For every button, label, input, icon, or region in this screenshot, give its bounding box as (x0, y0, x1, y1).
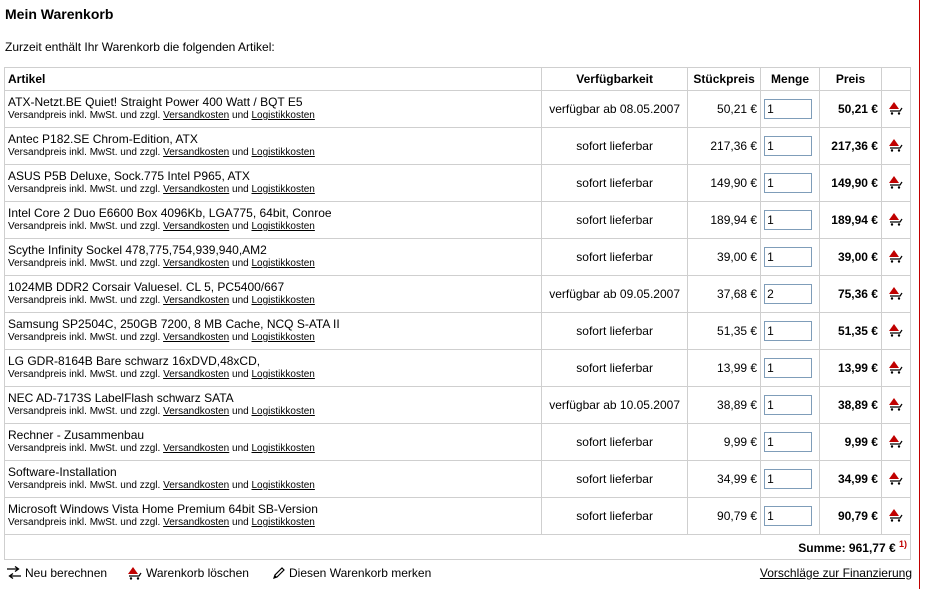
shipping-costs-link[interactable]: Versandkosten (163, 406, 230, 417)
note-and: und (229, 443, 252, 454)
logistics-costs-link[interactable]: Logistikkosten (251, 406, 315, 417)
availability: sofort lieferbar (542, 239, 688, 276)
unit-price: 9,99 € (688, 424, 761, 461)
clear-cart-icon (127, 566, 143, 580)
shipping-costs-link[interactable]: Versandkosten (163, 258, 230, 269)
product-name[interactable]: Microsoft Windows Vista Home Premium 64bit SB-Version (8, 502, 318, 516)
header-unit-price: Stückpreis (688, 68, 761, 91)
availability: sofort lieferbar (542, 498, 688, 535)
recalculate-icon (6, 566, 22, 580)
shipping-costs-link[interactable]: Versandkosten (163, 110, 230, 121)
shipping-note (8, 368, 538, 382)
header-price: Preis (820, 68, 882, 91)
availability: sofort lieferbar (542, 313, 688, 350)
header-article: Artikel (5, 68, 542, 91)
remove-item-button[interactable] (881, 165, 910, 202)
header-actions (881, 68, 910, 91)
shipping-costs-link[interactable]: Versandkosten (163, 147, 230, 158)
quantity-input[interactable] (764, 321, 812, 341)
article-cell (5, 128, 542, 165)
article-cell (5, 202, 542, 239)
quantity-input[interactable] (764, 432, 812, 452)
unit-price: 149,90 € (688, 165, 761, 202)
line-total: 38,89 € (820, 387, 882, 424)
product-name[interactable]: Samsung SP2504C, 250GB 7200, 8 MB Cache, NCQ S-ATA II (8, 317, 340, 331)
remove-item-button[interactable] (881, 239, 910, 276)
quantity-input[interactable] (764, 210, 812, 230)
availability: sofort lieferbar (542, 202, 688, 239)
remove-item-button[interactable] (881, 91, 910, 128)
product-name[interactable]: ATX-Netzt.BE Quiet! Straight Power 400 Watt / BQT E5 (8, 95, 303, 109)
shipping-note (8, 331, 538, 345)
product-name[interactable]: Intel Core 2 Duo E6600 Box 4096Kb, LGA775, 64bit, Conroe (8, 206, 332, 220)
shipping-note (8, 257, 538, 271)
shipping-costs-link[interactable]: Versandkosten (163, 517, 230, 528)
quantity-cell (761, 424, 820, 461)
line-total: 75,36 € (820, 276, 882, 313)
save-cart-label: Diesen Warenkorb merken (289, 566, 432, 580)
shipping-note (8, 516, 538, 530)
article-cell (5, 461, 542, 498)
table-row (5, 461, 911, 498)
line-total: 149,90 € (820, 165, 882, 202)
quantity-input[interactable] (764, 395, 812, 415)
quantity-cell (761, 461, 820, 498)
note-and: und (229, 147, 252, 158)
remove-from-cart-icon (888, 252, 904, 266)
shipping-costs-link[interactable]: Versandkosten (163, 369, 230, 380)
unit-price: 189,94 € (688, 202, 761, 239)
shipping-note (8, 146, 538, 160)
note-prefix: Versandpreis inkl. MwSt. und zzgl. (8, 369, 164, 380)
note-and: und (229, 332, 252, 343)
save-cart-button[interactable] (272, 566, 431, 580)
product-name[interactable]: ASUS P5B Deluxe, Sock.775 Intel P965, ATX (8, 169, 250, 183)
availability: verfügbar ab 09.05.2007 (542, 276, 688, 313)
quantity-cell (761, 128, 820, 165)
quantity-input[interactable] (764, 173, 812, 193)
article-cell (5, 91, 542, 128)
remove-from-cart-icon (888, 326, 904, 340)
line-total: 50,21 € (820, 91, 882, 128)
note-prefix: Versandpreis inkl. MwSt. und zzgl. (8, 110, 164, 121)
logistics-costs-link[interactable]: Logistikkosten (251, 221, 315, 232)
shipping-costs-link[interactable]: Versandkosten (163, 480, 230, 491)
recalculate-label: Neu berechnen (25, 566, 108, 580)
note-prefix: Versandpreis inkl. MwSt. und zzgl. (8, 258, 164, 269)
sum-footnote-marker[interactable]: 1) (898, 539, 907, 549)
remove-item-button[interactable] (881, 350, 910, 387)
quantity-cell (761, 498, 820, 535)
unit-price: 90,79 € (688, 498, 761, 535)
note-and: und (229, 406, 252, 417)
availability: sofort lieferbar (542, 424, 688, 461)
page-right-border (919, 0, 920, 589)
product-name[interactable]: 1024MB DDR2 Corsair Valuesel. CL 5, PC5400/667 (8, 280, 285, 294)
note-and: und (229, 295, 252, 306)
note-and: und (229, 369, 252, 380)
availability: verfügbar ab 10.05.2007 (542, 387, 688, 424)
product-name[interactable]: Software-Installation (8, 465, 117, 479)
logistics-costs-link[interactable]: Logistikkosten (251, 147, 315, 158)
quantity-cell (761, 387, 820, 424)
table-row (5, 91, 911, 128)
shipping-note (8, 442, 538, 456)
remove-from-cart-icon (888, 104, 904, 118)
shipping-note (8, 220, 538, 234)
note-and: und (229, 110, 252, 121)
remove-item-button[interactable] (881, 202, 910, 239)
unit-price: 50,21 € (688, 91, 761, 128)
shipping-note (8, 294, 538, 308)
remove-from-cart-icon (888, 141, 904, 155)
table-row (5, 239, 911, 276)
table-row (5, 424, 911, 461)
recalculate-button[interactable] (6, 566, 107, 580)
pencil-icon (272, 566, 286, 580)
shipping-costs-link[interactable]: Versandkosten (163, 332, 230, 343)
logistics-costs-link[interactable]: Logistikkosten (251, 517, 315, 528)
remove-item-button[interactable] (881, 498, 910, 535)
sum-cell (5, 535, 911, 560)
logistics-costs-link[interactable]: Logistikkosten (251, 110, 315, 121)
note-and: und (229, 221, 252, 232)
table-row (5, 165, 911, 202)
remove-from-cart-icon (888, 363, 904, 377)
remove-from-cart-icon (888, 289, 904, 303)
remove-from-cart-icon (888, 437, 904, 451)
shipping-note (8, 405, 538, 419)
quantity-input[interactable] (764, 284, 812, 304)
logistics-costs-link[interactable]: Logistikkosten (251, 258, 315, 269)
article-cell (5, 276, 542, 313)
shipping-note (8, 479, 538, 493)
financing-link[interactable]: Vorschläge zur Finanzierung (759, 566, 912, 580)
line-total: 9,99 € (820, 424, 882, 461)
article-cell (5, 424, 542, 461)
unit-price: 51,35 € (688, 313, 761, 350)
availability: sofort lieferbar (542, 128, 688, 165)
line-total: 13,99 € (820, 350, 882, 387)
note-prefix: Versandpreis inkl. MwSt. und zzgl. (8, 184, 164, 195)
product-name[interactable]: LG GDR-8164B Bare schwarz 16xDVD,48xCD, (8, 354, 261, 368)
table-row (5, 202, 911, 239)
line-total: 39,00 € (820, 239, 882, 276)
unit-price: 34,99 € (688, 461, 761, 498)
table-row (5, 350, 911, 387)
remove-from-cart-icon (888, 474, 904, 488)
shipping-costs-link[interactable]: Versandkosten (163, 295, 230, 306)
availability: sofort lieferbar (542, 461, 688, 498)
note-prefix: Versandpreis inkl. MwSt. und zzgl. (8, 480, 164, 491)
product-name[interactable]: Rechner - Zusammenbau (8, 428, 145, 442)
logistics-costs-link[interactable]: Logistikkosten (251, 184, 315, 195)
remove-item-button[interactable] (881, 128, 910, 165)
shipping-costs-link[interactable]: Versandkosten (163, 221, 230, 232)
cart-header-row (5, 68, 911, 91)
page-intro: Zurzeit enthält Ihr Warenkorb die folgenden Artikel: (5, 40, 275, 54)
table-row (5, 128, 911, 165)
line-total: 51,35 € (820, 313, 882, 350)
quantity-input[interactable] (764, 469, 812, 489)
quantity-cell (761, 202, 820, 239)
cart-total: Summe: 961,77 € (798, 541, 896, 555)
header-quantity: Menge (761, 68, 820, 91)
note-prefix: Versandpreis inkl. MwSt. und zzgl. (8, 221, 164, 232)
note-and: und (229, 480, 252, 491)
page-title: Mein Warenkorb (5, 6, 114, 22)
table-row (5, 387, 911, 424)
remove-from-cart-icon (888, 400, 904, 414)
article-cell (5, 387, 542, 424)
table-row (5, 313, 911, 350)
unit-price: 37,68 € (688, 276, 761, 313)
remove-item-button[interactable] (881, 276, 910, 313)
unit-price: 39,00 € (688, 239, 761, 276)
quantity-cell (761, 313, 820, 350)
table-row (5, 276, 911, 313)
sum-row (5, 535, 911, 560)
line-total: 34,99 € (820, 461, 882, 498)
shipping-costs-link[interactable]: Versandkosten (163, 443, 230, 454)
note-prefix: Versandpreis inkl. MwSt. und zzgl. (8, 332, 164, 343)
note-prefix: Versandpreis inkl. MwSt. und zzgl. (8, 443, 164, 454)
availability: verfügbar ab 08.05.2007 (542, 91, 688, 128)
shipping-costs-link[interactable]: Versandkosten (163, 184, 230, 195)
quantity-cell (761, 239, 820, 276)
remove-from-cart-icon (888, 178, 904, 192)
quantity-cell (761, 165, 820, 202)
note-prefix: Versandpreis inkl. MwSt. und zzgl. (8, 295, 164, 306)
article-cell (5, 498, 542, 535)
table-row (5, 498, 911, 535)
line-total: 189,94 € (820, 202, 882, 239)
line-total: 90,79 € (820, 498, 882, 535)
remove-item-button[interactable] (881, 387, 910, 424)
note-and: und (229, 517, 252, 528)
unit-price: 13,99 € (688, 350, 761, 387)
article-cell (5, 350, 542, 387)
cart-table (4, 67, 911, 560)
article-cell (5, 239, 542, 276)
remove-from-cart-icon (888, 215, 904, 229)
article-cell (5, 313, 542, 350)
logistics-costs-link[interactable]: Logistikkosten (251, 443, 315, 454)
line-total: 217,36 € (820, 128, 882, 165)
clear-cart-button[interactable] (127, 566, 249, 580)
quantity-input[interactable] (764, 99, 812, 119)
remove-item-button[interactable] (881, 313, 910, 350)
article-cell (5, 165, 542, 202)
shipping-note (8, 109, 538, 123)
remove-from-cart-icon (888, 511, 904, 525)
quantity-cell (761, 276, 820, 313)
note-prefix: Versandpreis inkl. MwSt. und zzgl. (8, 147, 164, 158)
quantity-input[interactable] (764, 358, 812, 378)
logistics-costs-link[interactable]: Logistikkosten (251, 369, 315, 380)
note-and: und (229, 258, 252, 269)
shipping-note (8, 183, 538, 197)
logistics-costs-link[interactable]: Logistikkosten (251, 332, 315, 343)
quantity-cell (761, 350, 820, 387)
note-prefix: Versandpreis inkl. MwSt. und zzgl. (8, 406, 164, 417)
quantity-cell (761, 91, 820, 128)
quantity-input[interactable] (764, 506, 812, 526)
clear-cart-label: Warenkorb löschen (146, 566, 249, 580)
unit-price: 217,36 € (688, 128, 761, 165)
product-name[interactable]: Antec P182.SE Chrom-Edition, ATX (8, 132, 198, 146)
cart-footer (6, 566, 912, 584)
quantity-input[interactable] (764, 247, 812, 267)
availability: sofort lieferbar (542, 350, 688, 387)
note-prefix: Versandpreis inkl. MwSt. und zzgl. (8, 517, 164, 528)
availability: sofort lieferbar (542, 165, 688, 202)
note-and: und (229, 184, 252, 195)
quantity-input[interactable] (764, 136, 812, 156)
header-availability: Verfügbarkeit (542, 68, 688, 91)
remove-item-button[interactable] (881, 461, 910, 498)
logistics-costs-link[interactable]: Logistikkosten (251, 295, 315, 306)
product-name[interactable]: Scythe Infinity Sockel 478,775,754,939,940,AM2 (8, 243, 267, 257)
logistics-costs-link[interactable]: Logistikkosten (251, 480, 315, 491)
unit-price: 38,89 € (688, 387, 761, 424)
product-name[interactable]: NEC AD-7173S LabelFlash schwarz SATA (8, 391, 234, 405)
remove-item-button[interactable] (881, 424, 910, 461)
